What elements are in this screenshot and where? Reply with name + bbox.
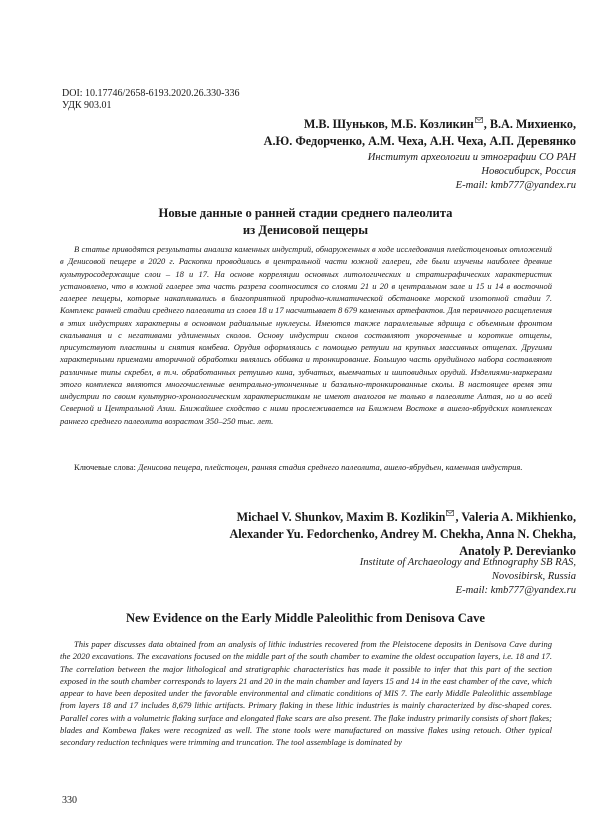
keywords-label: Ключевые слова: xyxy=(74,462,139,472)
abstract-ru: В статье приводятся результаты анализа каменных индустрий, обнаруженных в ходе исследования плейстоценовых отложений в Денисовой пещере в 2020 г. Раскопки проводились в центральной части южной галереи, где были изучены наиболее древние культуросодержащие слои – 18 и 17. На основе корреляции основных литологических и стратиграфических характеристик установлено, что в южной галерее эта часть разреза соотносится со слоями 21 и 20 в центральном зале и 15 и 14 в восточной галерее пещеры, которые накапливались в благоприятной природно-климатической обстановке морской изотопной стадии 7. Комплекс ранней стадии среднего палеолита из слоев 18 и 17 насчитывает 8 679 каменных артефактов. Для первичного расщепления в этих индустриях характерны в основном радиальные нуклеусы. Имеются также параллельные ядрища с объемным фронтом скалывания и с негативами удлиненных сколов. Основу индустрии сколов составляют укороченные и короткие отщепы, присутствуют пластины и снятия комбева. Орудия оформлялись с помощью ретуши на крупных массивных отщепах. Другими характерными приемами вторичной обработки являлись оббивка и тронкирование. Большую часть орудийного набора составляют различные типы скребел, в т.ч. обработанных ретушью кина, зубчатых, выемчатых и шиповидных орудий. Изделиями-маркерами этого комплекса являются многочисленные вентрально-утонченные и базально-тронкированные сколы. В настоящее время эти индустрии по своим культурно-хронологическим характеристикам не имеют аналогов не только в палеолите Алтая, но и во всей Северной и Центральной Азии. Ближайшее сходство с ними прослеживается на Ближнем Востоке в ашело-ябрудских комплексах раннего среднего палеолита возрастом 350–250 тыс. лет. xyxy=(60,244,552,426)
authors-en xyxy=(229,509,576,560)
keywords-text: Денисова пещера, плейстоцен, ранняя стадия среднего палеолита, ашело-ябрудьен, каменная индустрия. xyxy=(138,462,523,472)
affiliation-en-city: Novosibirsk, Russia xyxy=(491,571,576,582)
authors-en-line1: Michael V. Shunkov, Maxim B. Kozlikin xyxy=(236,510,446,524)
abstract-en: This paper discusses data obtained from an analysis of lithic industries recovered from the Pleistocene deposits in Denisova Cave during the 2020 excavations. The excavations focused on the middle part of the south chamber to examine the oldest occupation layers, i.e. 18 and 17. The correlation between the major lithological and stratigraphic characteristics has made it possible to infer that this part of the section exposed in the south chamber corresponds to layers 21 and 20 in the main chamber and layers 15 and 14 in the east chamber of the cave, which appear to have been deposited under the favorable environmental and climatic conditions of MIS 7. The early Middle Paleolithic assemblage from layers 18 and 17 includes 8,679 lithic artifacts. Primary flaking in these lithic industries is mainly characterized by disc-shaped cores. Parallel cores with a volumetric flaking surface and elongated flake scars are also present. The flake industry primarily consists of short flakes; blades and Kombewa flakes were recognized as well. The stone tools were manufactured on massive flakes using retouch. Other typical secondary reduction techniques were trimming and truncation. The tool assemblage is dominated by xyxy=(60,639,552,747)
envelope-icon[interactable] xyxy=(475,117,483,123)
title-en: New Evidence on the Early Middle Paleolithic from Denisova Cave xyxy=(125,611,485,625)
keywords-ru xyxy=(60,461,552,473)
authors-en-line1-end: , Valeria A. Mikhienko, xyxy=(455,510,576,524)
title-ru xyxy=(0,205,611,239)
doi[interactable]: DOI: 10.17746/2658-6193.2020.26.330-336 xyxy=(62,88,240,99)
authors-en-line3: Anatoly P. Derevianko xyxy=(459,544,576,558)
authors-ru-line1-end: , В.А. Михиенко, xyxy=(483,117,576,131)
udc-code: УДК 903.01 xyxy=(62,100,112,111)
affiliation-ru-email[interactable]: E-mail: kmb777@yandex.ru xyxy=(455,180,576,191)
affiliation-en xyxy=(360,556,576,598)
envelope-icon[interactable] xyxy=(446,510,454,516)
authors-ru-line1: М.В. Шуньков, М.Б. Козликин xyxy=(303,117,474,131)
authors-ru-line2: А.Ю. Федорченко, А.М. Чеха, А.Н. Чеха, А.П. Деревянко xyxy=(263,134,576,148)
affiliation-ru xyxy=(368,151,576,193)
authors-en-line2: Alexander Yu. Fedorchenko, Andrey M. Chekha, Anna N. Chekha, xyxy=(229,527,576,541)
page-number: 330 xyxy=(62,795,77,806)
affiliation-ru-city: Новосибирск, Россия xyxy=(481,166,576,177)
authors-ru xyxy=(264,116,576,150)
affiliation-ru-institute: Институт археологии и этнографии СО РАН xyxy=(367,152,576,163)
affiliation-en-email[interactable]: E-mail: kmb777@yandex.ru xyxy=(455,585,576,596)
title-ru-line2: из Денисовой пещеры xyxy=(242,223,369,237)
title-ru-line1: Новые данные о ранней стадии среднего палеолита xyxy=(158,206,453,220)
affiliation-en-institute: Institute of Archaeology and Ethnography SB RAS, xyxy=(359,557,576,568)
